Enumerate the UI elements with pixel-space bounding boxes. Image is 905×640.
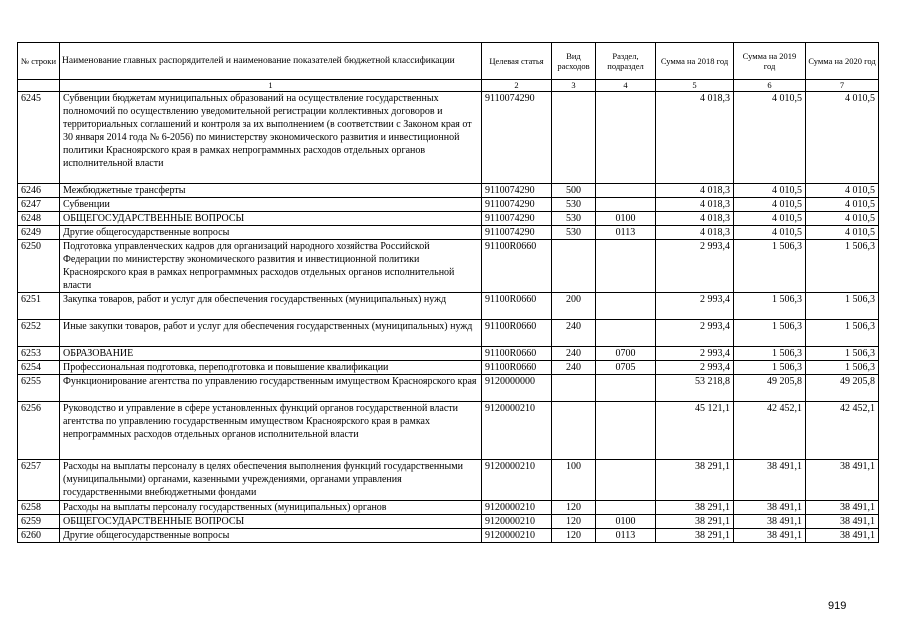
row-sum-2018: 45 121,1 (656, 402, 734, 460)
row-name: Закупка товаров, работ и услуг для обеспечения государственных (муниципальных) нужд (60, 293, 482, 320)
row-sum-2019: 4 010,5 (734, 92, 806, 184)
row-target-article: 9110074290 (482, 226, 552, 240)
row-name: Руководство и управление в сфере установленных функций органов государственной власти агентства по управлению государственным имуществом Красноярского края в рамках непрограммных расходов отдельных органов исполнительной власти (60, 402, 482, 460)
row-sum-2018: 38 291,1 (656, 501, 734, 515)
column-number: 4 (596, 80, 656, 92)
row-section (596, 92, 656, 184)
header-name: Наименование главных распорядителей и наименование показателей бюджетной классификации (60, 43, 482, 80)
row-number: 6249 (18, 226, 60, 240)
row-sum-2020: 1 506,3 (806, 293, 879, 320)
row-sum-2018: 2 993,4 (656, 240, 734, 293)
column-number: 3 (552, 80, 596, 92)
row-name: ОБРАЗОВАНИЕ (60, 347, 482, 361)
table-row (18, 529, 879, 543)
row-sum-2020: 42 452,1 (806, 402, 879, 460)
row-target-article: 9110074290 (482, 198, 552, 212)
header-kind: Вид расходов (552, 43, 596, 80)
row-sum-2019: 4 010,5 (734, 212, 806, 226)
row-number: 6248 (18, 212, 60, 226)
table-row (18, 347, 879, 361)
row-sum-2020: 4 010,5 (806, 184, 879, 198)
row-number: 6254 (18, 361, 60, 375)
row-sum-2020: 1 506,3 (806, 361, 879, 375)
row-sum-2019: 1 506,3 (734, 293, 806, 320)
row-expense-kind: 530 (552, 226, 596, 240)
column-number: 5 (656, 80, 734, 92)
row-sum-2018: 38 291,1 (656, 529, 734, 543)
table-row (18, 184, 879, 198)
row-sum-2018: 4 018,3 (656, 198, 734, 212)
row-sum-2020: 38 491,1 (806, 529, 879, 543)
row-section: 0100 (596, 212, 656, 226)
row-sum-2019: 4 010,5 (734, 226, 806, 240)
row-expense-kind: 530 (552, 198, 596, 212)
row-sum-2020: 4 010,5 (806, 226, 879, 240)
row-sum-2018: 4 018,3 (656, 212, 734, 226)
row-expense-kind: 100 (552, 460, 596, 501)
row-sum-2019: 38 491,1 (734, 529, 806, 543)
row-sum-2020: 1 506,3 (806, 240, 879, 293)
row-target-article: 91100R0660 (482, 361, 552, 375)
row-sum-2020: 38 491,1 (806, 501, 879, 515)
row-target-article: 91100R0660 (482, 240, 552, 293)
row-sum-2019: 42 452,1 (734, 402, 806, 460)
row-expense-kind: 500 (552, 184, 596, 198)
header-section: Раздел, подраздел (596, 43, 656, 80)
row-sum-2018: 2 993,4 (656, 361, 734, 375)
row-number: 6259 (18, 515, 60, 529)
row-section: 0113 (596, 529, 656, 543)
row-name: Подготовка управленческих кадров для организаций народного хозяйства Российской Федерации по министерству экономического развития и инвестиционной политики Красноярского края в рамках непрограммных расходов отдельных органов исполнительной власти (60, 240, 482, 293)
table-body (18, 92, 879, 543)
column-number: 1 (60, 80, 482, 92)
column-number-row (18, 80, 879, 92)
row-target-article: 9110074290 (482, 212, 552, 226)
row-section (596, 240, 656, 293)
row-expense-kind: 200 (552, 293, 596, 320)
row-sum-2020: 4 010,5 (806, 92, 879, 184)
row-name: Функционирование агентства по управлению государственным имуществом Красноярского края (60, 375, 482, 402)
row-section (596, 402, 656, 460)
table-row (18, 92, 879, 184)
row-section: 0705 (596, 361, 656, 375)
row-expense-kind: 530 (552, 212, 596, 226)
row-sum-2018: 53 218,8 (656, 375, 734, 402)
row-sum-2019: 1 506,3 (734, 240, 806, 293)
row-number: 6258 (18, 501, 60, 515)
row-number: 6260 (18, 529, 60, 543)
row-number: 6255 (18, 375, 60, 402)
row-expense-kind (552, 92, 596, 184)
row-sum-2019: 1 506,3 (734, 320, 806, 347)
row-section: 0700 (596, 347, 656, 361)
header-sum-2019: Сумма на 2019 год (734, 43, 806, 80)
row-sum-2018: 2 993,4 (656, 347, 734, 361)
row-section (596, 320, 656, 347)
row-sum-2019: 1 506,3 (734, 347, 806, 361)
row-target-article: 91100R0660 (482, 293, 552, 320)
column-number: 6 (734, 80, 806, 92)
row-number: 6247 (18, 198, 60, 212)
row-sum-2018: 38 291,1 (656, 460, 734, 501)
row-sum-2018: 2 993,4 (656, 320, 734, 347)
row-name: Другие общегосударственные вопросы (60, 529, 482, 543)
row-expense-kind: 240 (552, 347, 596, 361)
row-expense-kind (552, 375, 596, 402)
row-sum-2020: 1 506,3 (806, 347, 879, 361)
row-sum-2020: 49 205,8 (806, 375, 879, 402)
row-name: ОБЩЕГОСУДАРСТВЕННЫЕ ВОПРОСЫ (60, 212, 482, 226)
row-sum-2019: 38 491,1 (734, 515, 806, 529)
row-target-article: 9120000210 (482, 515, 552, 529)
row-target-article: 9120000210 (482, 529, 552, 543)
row-section (596, 501, 656, 515)
row-sum-2019: 49 205,8 (734, 375, 806, 402)
header-row-no: № строки (18, 43, 60, 80)
row-sum-2020: 1 506,3 (806, 320, 879, 347)
table-row (18, 293, 879, 320)
table-row (18, 375, 879, 402)
row-section (596, 460, 656, 501)
row-sum-2020: 38 491,1 (806, 460, 879, 501)
row-sum-2020: 4 010,5 (806, 212, 879, 226)
row-sum-2018: 4 018,3 (656, 184, 734, 198)
row-name: Иные закупки товаров, работ и услуг для обеспечения государственных (муниципальных) нужд (60, 320, 482, 347)
row-expense-kind: 120 (552, 501, 596, 515)
row-expense-kind: 120 (552, 529, 596, 543)
row-target-article: 9120000000 (482, 375, 552, 402)
header-sum-2020: Сумма на 2020 год (806, 43, 879, 80)
row-target-article: 9120000210 (482, 402, 552, 460)
row-name: Межбюджетные трансферты (60, 184, 482, 198)
row-name: Расходы на выплаты персоналу в целях обеспечения выполнения функций государственными (муниципальными) органами, казенными учреждениями, органами управления государственными внебюджетными фондами (60, 460, 482, 501)
column-number: 7 (806, 80, 879, 92)
table-row (18, 212, 879, 226)
row-sum-2019: 38 491,1 (734, 460, 806, 501)
row-name: Субвенции бюджетам муниципальных образований на осуществление государственных полномочий по осуществлению уведомительной регистрации коллективных договоров и территориальных соглашений и контроля за их выполнением (в соответствии с Законом края от 30 января 2014 года № 6-2056) по министерству экономического развития и инвестиционной политики Красноярского края в рамках непрограммных расходов отдельных органов исполнительной власти (60, 92, 482, 184)
row-sum-2019: 38 491,1 (734, 501, 806, 515)
row-expense-kind: 240 (552, 361, 596, 375)
table-row (18, 226, 879, 240)
page-number: 919 (828, 600, 847, 612)
row-expense-kind (552, 402, 596, 460)
row-number: 6250 (18, 240, 60, 293)
row-section (596, 198, 656, 212)
row-expense-kind (552, 240, 596, 293)
row-sum-2018: 4 018,3 (656, 226, 734, 240)
row-sum-2018: 38 291,1 (656, 515, 734, 529)
row-number: 6257 (18, 460, 60, 501)
row-sum-2020: 38 491,1 (806, 515, 879, 529)
row-section (596, 293, 656, 320)
row-sum-2018: 4 018,3 (656, 92, 734, 184)
table-row (18, 402, 879, 460)
table-row (18, 515, 879, 529)
row-target-article: 9110074290 (482, 184, 552, 198)
row-number: 6256 (18, 402, 60, 460)
row-number: 6245 (18, 92, 60, 184)
header-row (18, 43, 879, 80)
table-row (18, 198, 879, 212)
row-number: 6252 (18, 320, 60, 347)
table-row (18, 460, 879, 501)
row-target-article: 9120000210 (482, 501, 552, 515)
row-sum-2019: 4 010,5 (734, 184, 806, 198)
row-section: 0113 (596, 226, 656, 240)
header-target: Целевая статья (482, 43, 552, 80)
row-expense-kind: 120 (552, 515, 596, 529)
table-row (18, 240, 879, 293)
row-section (596, 184, 656, 198)
row-number: 6251 (18, 293, 60, 320)
row-name: Профессиональная подготовка, переподготовка и повышение квалификации (60, 361, 482, 375)
row-sum-2018: 2 993,4 (656, 293, 734, 320)
column-number (18, 80, 60, 92)
row-expense-kind: 240 (552, 320, 596, 347)
row-target-article: 91100R0660 (482, 347, 552, 361)
row-name: Субвенции (60, 198, 482, 212)
row-sum-2020: 4 010,5 (806, 198, 879, 212)
row-section: 0100 (596, 515, 656, 529)
column-number: 2 (482, 80, 552, 92)
table-row (18, 361, 879, 375)
row-sum-2019: 1 506,3 (734, 361, 806, 375)
row-target-article: 91100R0660 (482, 320, 552, 347)
row-section (596, 375, 656, 402)
row-name: Другие общегосударственные вопросы (60, 226, 482, 240)
table-row (18, 320, 879, 347)
header-sum-2018: Сумма на 2018 год (656, 43, 734, 80)
budget-table (17, 42, 879, 543)
table-row (18, 501, 879, 515)
row-target-article: 9110074290 (482, 92, 552, 184)
row-name: ОБЩЕГОСУДАРСТВЕННЫЕ ВОПРОСЫ (60, 515, 482, 529)
row-target-article: 9120000210 (482, 460, 552, 501)
row-sum-2019: 4 010,5 (734, 198, 806, 212)
row-number: 6246 (18, 184, 60, 198)
row-name: Расходы на выплаты персоналу государственных (муниципальных) органов (60, 501, 482, 515)
row-number: 6253 (18, 347, 60, 361)
